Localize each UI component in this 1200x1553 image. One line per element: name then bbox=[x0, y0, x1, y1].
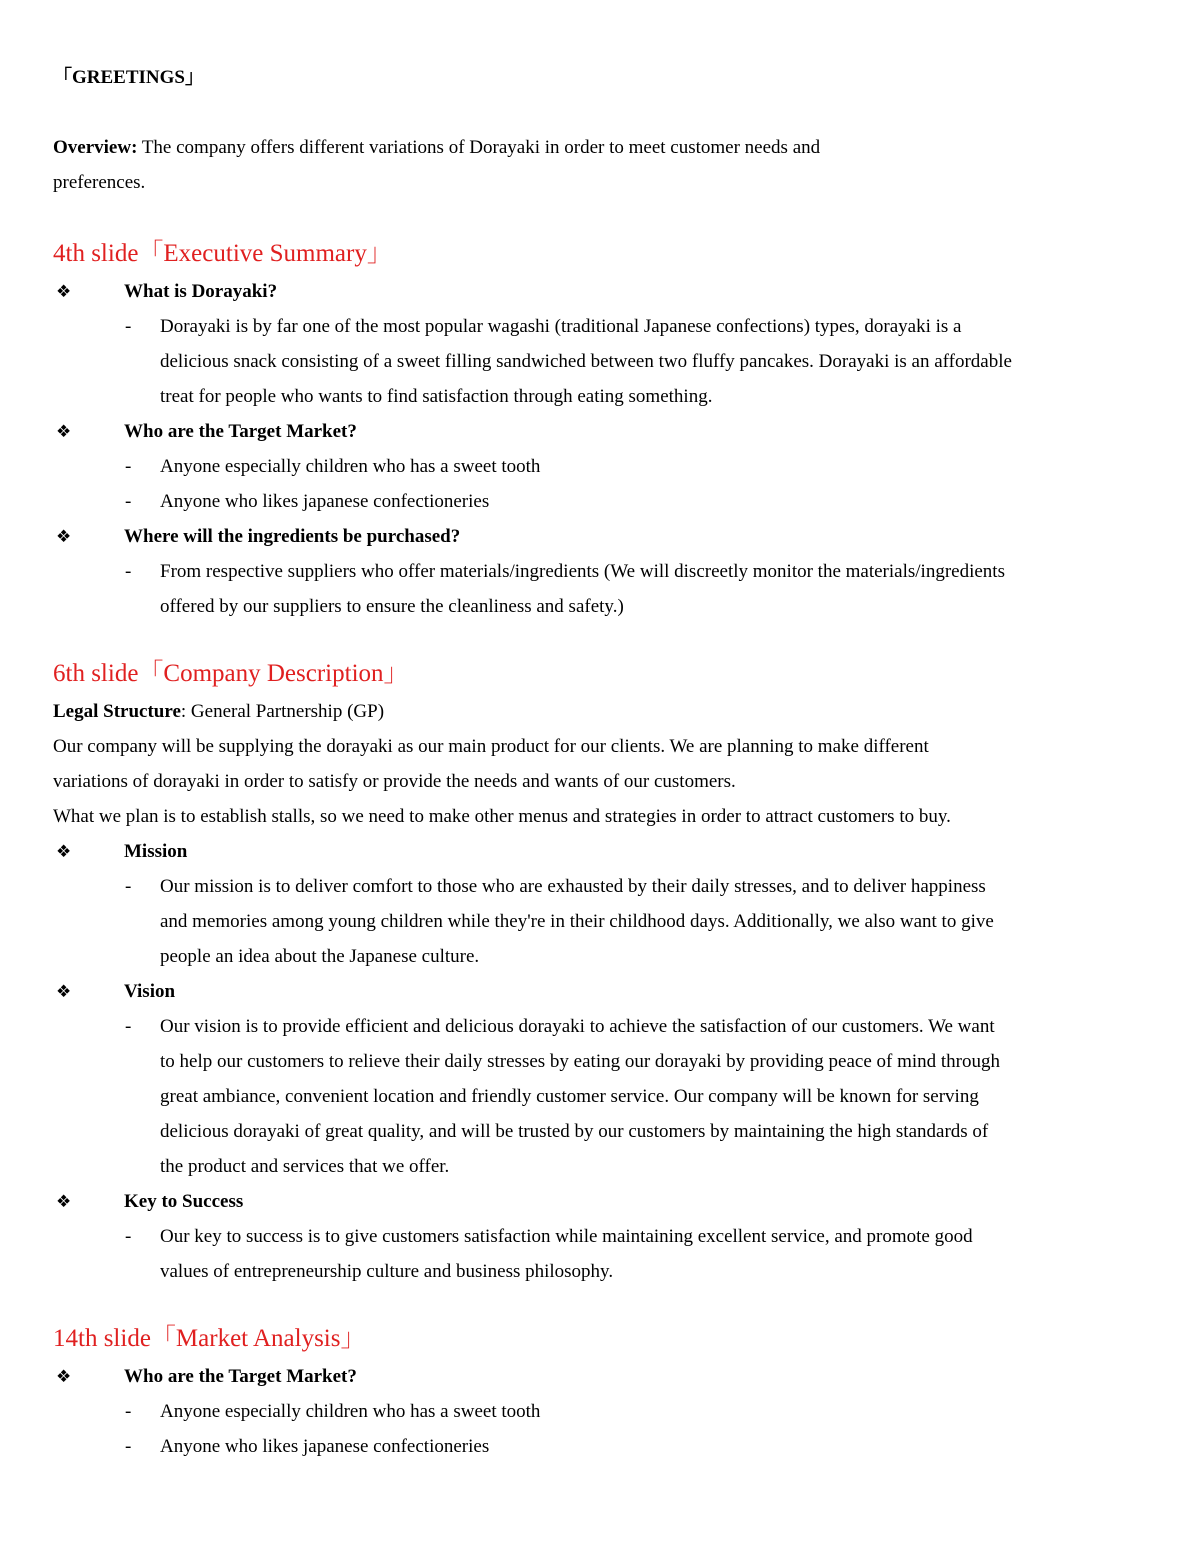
list-item bbox=[53, 554, 1163, 624]
bullet-heading-text: Who are the Target Market? bbox=[124, 421, 357, 442]
diamond-bullet-icon: ❖ bbox=[56, 527, 72, 546]
bullet-heading-text: Vision bbox=[124, 981, 176, 1002]
company-intro-line: variations of dorayaki in order to satisfy or provide the needs and wants of our customers. bbox=[53, 771, 736, 792]
list-item bbox=[53, 869, 1163, 974]
bullet-heading-text: Where will the ingredients be purchased? bbox=[124, 526, 461, 547]
list-item-line: people an idea about the Japanese culture. bbox=[160, 946, 480, 967]
bullet-heading-text: Mission bbox=[124, 841, 188, 862]
bullet-heading bbox=[53, 834, 1163, 869]
overview-label: Overview: bbox=[53, 137, 138, 158]
heading-market-analysis: 14th slide「Market Analysis」 bbox=[53, 1325, 366, 1352]
list-item-line: to help our customers to relieve their daily stresses by eating our dorayaki by providing peace of mind through bbox=[160, 1051, 1001, 1072]
list-item bbox=[53, 1394, 1163, 1429]
section-market-analysis bbox=[53, 1319, 1163, 1464]
legal-structure bbox=[53, 694, 1163, 729]
list-item-line: values of entrepreneurship culture and business philosophy. bbox=[160, 1261, 614, 1282]
bullet-heading bbox=[53, 1359, 1163, 1394]
heading-executive-summary: 4th slide「Executive Summary」 bbox=[53, 240, 392, 267]
list-item bbox=[53, 449, 1163, 484]
bullet-heading bbox=[53, 414, 1163, 449]
dash-bullet: - bbox=[125, 561, 132, 582]
diamond-bullet-icon: ❖ bbox=[56, 982, 72, 1001]
heading-company-description: 6th slide「Company Description」 bbox=[53, 660, 409, 687]
diamond-bullet-icon: ❖ bbox=[56, 422, 72, 441]
list-item bbox=[53, 309, 1163, 414]
bullet-heading-text: Who are the Target Market? bbox=[124, 1366, 357, 1387]
company-intro bbox=[53, 729, 1163, 834]
dash-bullet: - bbox=[125, 491, 132, 512]
list-item bbox=[53, 1219, 1163, 1289]
list-item-line: Anyone especially children who has a sweet tooth bbox=[160, 1401, 541, 1422]
company-description-list bbox=[53, 834, 1163, 1289]
bullet-heading-text: What is Dorayaki? bbox=[124, 281, 278, 302]
bullet-heading bbox=[53, 974, 1163, 1009]
legal-structure-value: : General Partnership (GP) bbox=[180, 701, 385, 722]
list-item-line: delicious snack consisting of a sweet filling sandwiched between two fluffy pancakes. Dorayaki is an affordable bbox=[160, 351, 1012, 372]
list-item-line: delicious dorayaki of great quality, and will be trusted by our customers by maintaining the high standards of bbox=[160, 1121, 989, 1142]
section-executive-summary bbox=[53, 234, 1163, 624]
diamond-bullet-icon: ❖ bbox=[56, 842, 72, 861]
company-intro-line: What we plan is to establish stalls, so we need to make other menus and strategies in order to attract customers to buy. bbox=[53, 806, 951, 827]
market-analysis-list bbox=[53, 1359, 1163, 1464]
list-item-line: offered by our suppliers to ensure the cleanliness and safety.) bbox=[160, 596, 624, 617]
list-item bbox=[53, 1009, 1163, 1184]
diamond-bullet-icon: ❖ bbox=[56, 282, 72, 301]
dash-bullet: - bbox=[125, 1226, 132, 1247]
list-item-line: Anyone who likes japanese confectioneries bbox=[160, 1436, 490, 1457]
list-item-line: From respective suppliers who offer materials/ingredients (We will discreetly monitor the materials/ingredients bbox=[160, 561, 1005, 582]
bullet-heading bbox=[53, 274, 1163, 309]
diamond-bullet-icon: ❖ bbox=[56, 1192, 72, 1211]
list-item-line: great ambiance, convenient location and friendly customer service. Our company will be known for serving bbox=[160, 1086, 979, 1107]
list-item-line: Anyone who likes japanese confectioneries bbox=[160, 491, 490, 512]
legal-structure-label: Legal Structure bbox=[53, 701, 181, 722]
overview-text: The company offers different variations of Dorayaki in order to meet customer needs and bbox=[137, 137, 821, 158]
dash-bullet: - bbox=[125, 876, 132, 897]
list-item-line: the product and services that we offer. bbox=[160, 1156, 450, 1177]
list-item-line: Our vision is to provide efficient and delicious dorayaki to achieve the satisfaction of our customers. We want bbox=[160, 1016, 995, 1037]
overview-text-cont: preferences. bbox=[53, 172, 146, 193]
bullet-heading-text: Key to Success bbox=[124, 1191, 244, 1212]
section-company-description bbox=[53, 654, 1163, 1289]
overview-paragraph bbox=[53, 130, 1163, 200]
greetings-title: 「GREETINGS」 bbox=[53, 67, 204, 88]
dash-bullet: - bbox=[125, 1436, 132, 1457]
list-item-line: Dorayaki is by far one of the most popular wagashi (traditional Japanese confections) types, dorayaki is a bbox=[160, 316, 962, 337]
executive-summary-list bbox=[53, 274, 1163, 624]
document-page bbox=[53, 60, 1163, 1464]
list-item-line: and memories among young children while they're in their childhood days. Additionally, we also want to give bbox=[160, 911, 994, 932]
bullet-heading bbox=[53, 1184, 1163, 1219]
list-item-line: Our mission is to deliver comfort to those who are exhausted by their daily stresses, and to deliver happiness bbox=[160, 876, 986, 897]
list-item bbox=[53, 1429, 1163, 1464]
bullet-heading bbox=[53, 519, 1163, 554]
company-intro-line: Our company will be supplying the dorayaki as our main product for our clients. We are planning to make different bbox=[53, 736, 929, 757]
dash-bullet: - bbox=[125, 316, 132, 337]
dash-bullet: - bbox=[125, 1401, 132, 1422]
list-item-line: Our key to success is to give customers satisfaction while maintaining excellent service, and promote good bbox=[160, 1226, 973, 1247]
dash-bullet: - bbox=[125, 456, 132, 477]
dash-bullet: - bbox=[125, 1016, 132, 1037]
list-item-line: Anyone especially children who has a sweet tooth bbox=[160, 456, 541, 477]
diamond-bullet-icon: ❖ bbox=[56, 1367, 72, 1386]
list-item-line: treat for people who wants to find satisfaction through eating something. bbox=[160, 386, 713, 407]
list-item bbox=[53, 484, 1163, 519]
